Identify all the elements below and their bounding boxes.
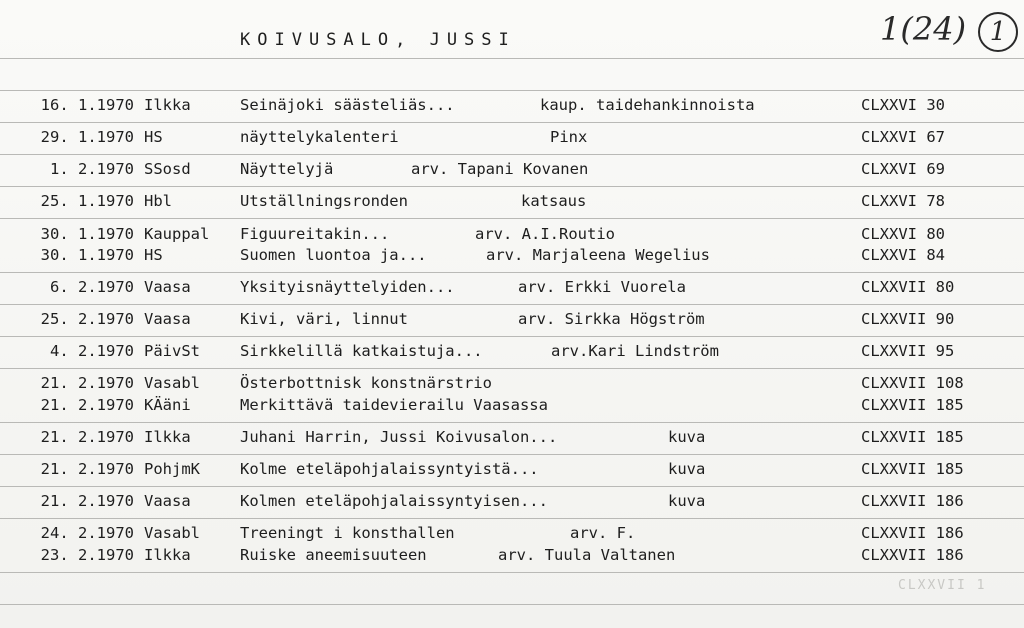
entry-reference: CLXXVI 30	[861, 96, 945, 114]
entry-reference: CLXXVII 186	[861, 546, 964, 564]
entry-note: kaup. taidehankinnoista	[540, 96, 755, 114]
entry-row	[0, 246, 1024, 266]
entry-reference: CLXXVI 80	[861, 225, 945, 243]
entry-note: Pinx	[550, 128, 588, 146]
entry-row	[0, 225, 1024, 245]
entry-row	[0, 460, 1024, 480]
entry-reference: CLXXVI 69	[861, 160, 945, 178]
entry-reference: CLXXVII 186	[861, 492, 964, 510]
entry-note: arv. F.	[570, 524, 636, 542]
entry-reference: CLXXVII 80	[861, 278, 955, 296]
entry-source: PohjmK	[144, 460, 200, 478]
card-title: KOIVUSALO, JUSSI	[240, 30, 516, 50]
entry-row	[0, 278, 1024, 298]
entry-row	[0, 342, 1024, 362]
rule-line	[0, 336, 1024, 337]
entry-title: Ruiske aneemisuuteen	[240, 546, 427, 564]
entry-source: Ilkka	[144, 96, 191, 114]
entry-title: näyttelykalenteri	[240, 128, 399, 146]
entry-date: 21. 2.1970	[40, 460, 134, 478]
page-number-handwritten: 1(24)	[880, 10, 967, 48]
entry-date: 4. 2.1970	[50, 342, 134, 360]
entry-title: Sirkkelillä katkaistuja...	[240, 342, 483, 360]
entry-source: Vaasa	[144, 310, 191, 328]
entry-note: arv. A.I.Routio	[475, 225, 615, 243]
entry-title: Seinäjoki säästeliäs...	[240, 96, 455, 114]
entry-source: PäivSt	[144, 342, 200, 360]
entry-date: 25. 2.1970	[40, 310, 134, 328]
rule-line	[0, 218, 1024, 219]
entry-date: 24. 2.1970	[40, 524, 134, 542]
entry-date: 6. 2.1970	[50, 278, 134, 296]
entry-source: SSosd	[144, 160, 191, 178]
entry-reference: CLXXVII 90	[861, 310, 955, 328]
entry-title: Treeningt i konsthallen	[240, 524, 455, 542]
entry-title: Österbottnisk konstnärstrio	[240, 374, 492, 392]
entry-title: Kolmen eteläpohjalaissyntyisen...	[240, 492, 548, 510]
entry-date: 21. 2.1970	[40, 492, 134, 510]
entry-row	[0, 546, 1024, 566]
entry-date: 21. 2.1970	[40, 374, 134, 392]
rule-line	[0, 272, 1024, 273]
entry-title: Kolme eteläpohjalaissyntyistä...	[240, 460, 539, 478]
rule-line	[0, 486, 1024, 487]
entry-date: 21. 2.1970	[40, 396, 134, 414]
entry-source: Vasabl	[144, 374, 200, 392]
entry-note: arv. Tapani Kovanen	[411, 160, 589, 178]
entry-source: HS	[144, 128, 163, 146]
entry-note: arv. Sirkka Högström	[518, 310, 705, 328]
rule-line	[0, 122, 1024, 123]
entry-title: Juhani Harrin, Jussi Koivusalon...	[240, 428, 558, 446]
entry-row	[0, 396, 1024, 416]
entry-row	[0, 160, 1024, 180]
entry-row	[0, 428, 1024, 448]
rule-line	[0, 422, 1024, 423]
entry-source: Vasabl	[144, 524, 200, 542]
entry-note: kuva	[668, 460, 706, 478]
entry-date: 30. 1.1970	[40, 246, 134, 264]
entry-title: Yksityisnäyttelyiden...	[240, 278, 455, 296]
entry-reference: CLXXVII 185	[861, 428, 964, 446]
entry-row	[0, 128, 1024, 148]
rule-line	[0, 368, 1024, 369]
entry-reference: CLXXVI 84	[861, 246, 945, 264]
entry-row	[0, 310, 1024, 330]
entry-date: 21. 2.1970	[40, 428, 134, 446]
entry-date: 1. 2.1970	[50, 160, 134, 178]
entry-note: arv. Erkki Vuorela	[518, 278, 686, 296]
entry-row	[0, 374, 1024, 394]
bleed-through-text: CLXXVII 1	[898, 578, 987, 593]
entry-title: Merkittävä taidevierailu Vaasassa	[240, 396, 548, 414]
entry-source: Ilkka	[144, 428, 191, 446]
entry-date: 23. 2.1970	[40, 546, 134, 564]
entry-row	[0, 192, 1024, 212]
entry-reference: CLXXVII 186	[861, 524, 964, 542]
entry-title: Näyttelyjä	[240, 160, 334, 178]
rule-line	[0, 572, 1024, 573]
entry-source: Hbl	[144, 192, 172, 210]
entry-date: 30. 1.1970	[40, 225, 134, 243]
entry-note: arv. Marjaleena Wegelius	[486, 246, 710, 264]
entry-date: 25. 1.1970	[40, 192, 134, 210]
entry-source: KÄäni	[144, 396, 191, 414]
entry-title: Figuureitakin...	[240, 225, 390, 243]
entry-source: Ilkka	[144, 546, 191, 564]
entry-reference: CLXXVI 78	[861, 192, 945, 210]
rule-line	[0, 154, 1024, 155]
entry-source: Vaasa	[144, 492, 191, 510]
entry-date: 29. 1.1970	[40, 128, 134, 146]
entry-source: Kauppal	[144, 225, 210, 243]
entry-note: katsaus	[521, 192, 587, 210]
rule-line	[0, 58, 1024, 59]
rule-line	[0, 186, 1024, 187]
entry-note: arv. Tuula Valtanen	[498, 546, 676, 564]
entry-note: arv.Kari Lindström	[551, 342, 719, 360]
entry-note: kuva	[668, 492, 706, 510]
entry-source: HS	[144, 246, 163, 264]
rule-line	[0, 518, 1024, 519]
rule-line	[0, 90, 1024, 91]
entry-title: Utställningsronden	[240, 192, 408, 210]
entry-title: Kivi, väri, linnut	[240, 310, 408, 328]
entry-date: 16. 1.1970	[40, 96, 134, 114]
rule-line	[0, 454, 1024, 455]
entry-reference: CLXXVII 185	[861, 460, 964, 478]
entry-reference: CLXXVII 95	[861, 342, 955, 360]
entry-reference: CLXXVI 67	[861, 128, 945, 146]
entry-reference: CLXXVII 108	[861, 374, 964, 392]
entry-row	[0, 492, 1024, 512]
circled-card-number: 1	[978, 12, 1018, 52]
rule-line	[0, 304, 1024, 305]
entry-row	[0, 96, 1024, 116]
rule-line	[0, 604, 1024, 605]
entry-row	[0, 524, 1024, 544]
entry-note: kuva	[668, 428, 706, 446]
entry-title: Suomen luontoa ja...	[240, 246, 427, 264]
entry-source: Vaasa	[144, 278, 191, 296]
entry-reference: CLXXVII 185	[861, 396, 964, 414]
